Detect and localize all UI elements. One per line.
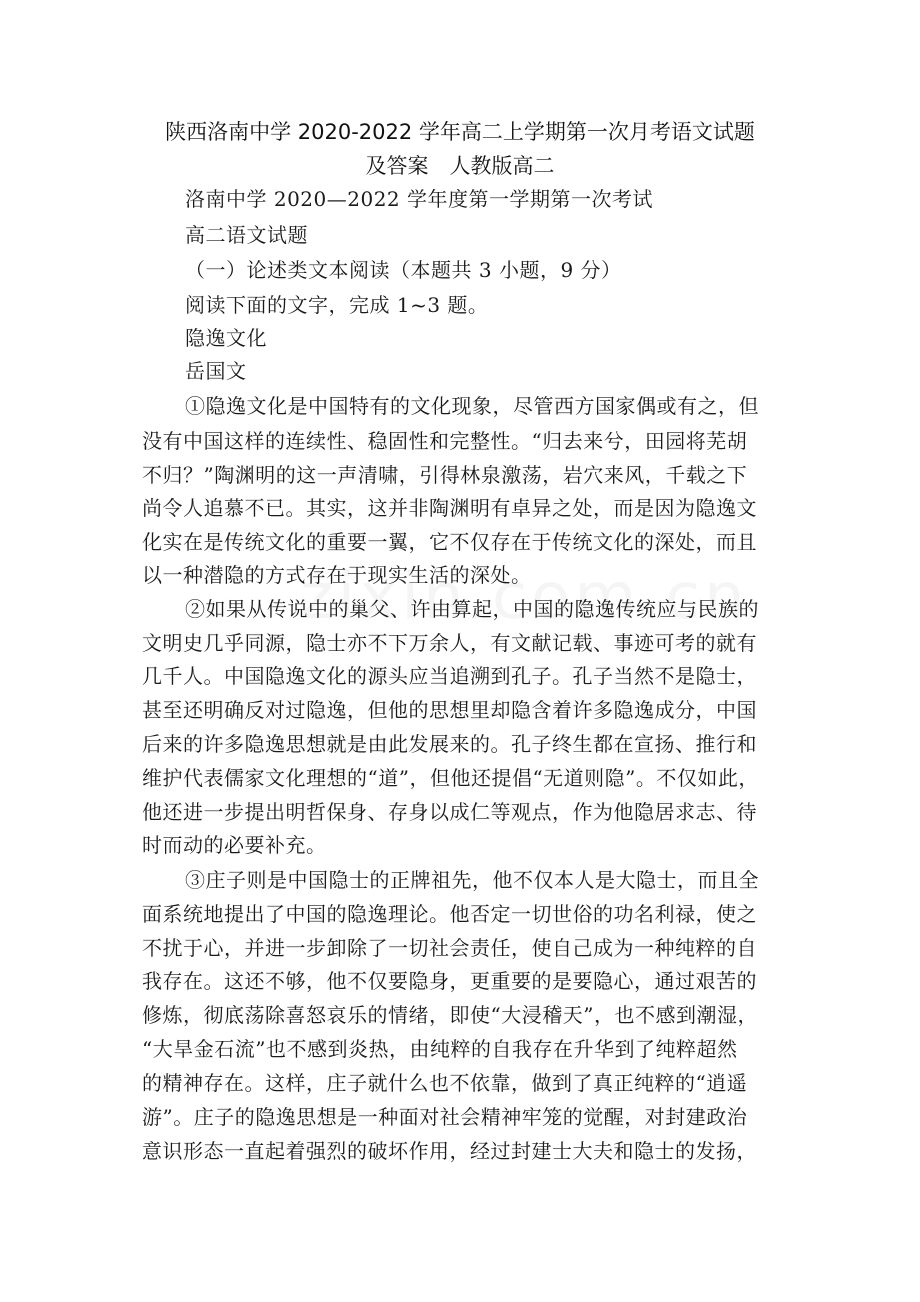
section-heading: （一）论述类文本阅读（本题共 3 小题，9 分） (185, 258, 622, 282)
paragraph-2-line: 几千人。中国隐逸文化的源头应当追溯到孔子。孔子当然不是隐士， (142, 664, 757, 688)
paragraph-2-line: 他还进一步提出明哲保身、存身以成仁等观点，作为他隐居求志、待 (142, 800, 757, 824)
paragraph-3-line: 修炼，彻底荡除喜怒哀乐的情绪，即使“大浸稽天”，也不感到潮湿， (142, 1003, 758, 1027)
paragraph-3-line: 我存在。这还不够，他不仅要隐身，更重要的是要隐心，通过艰苦的 (142, 969, 757, 993)
paragraph-1-line: 不归？”陶渊明的这一声清啸，引得林泉激荡，岩穴来风，千载之下 (142, 463, 748, 487)
paragraph-3-line: 意识形态一直起着强烈的破坏作用，经过封建士大夫和隐士的发扬， (142, 1139, 757, 1163)
title-line-1: 陕西洛南中学 2020-2022 学年高二上学期第一次月考语文试题 (165, 120, 755, 144)
paragraph-3-line: 面系统地提出了中国的隐逸理论。他否定一切世俗的功名利禄，使之 (142, 902, 757, 926)
exam-header: 洛南中学 2020—2022 学年度第一学期第一次考试 (185, 187, 654, 211)
paragraph-3-line: “大旱金石流”也不感到炎热，由纯粹的自我存在升华到了纯粹超然 (142, 1037, 738, 1061)
paragraph-3-line: 的精神存在。这样，庄子就什么也不依靠，做到了真正纯粹的“逍遥 (142, 1071, 748, 1095)
paragraph-1-line: 以一种潜隐的方式存在于现实生活的深处。 (142, 563, 532, 587)
paragraph-2-line: 后来的许多隐逸思想就是由此发展来的。孔子终生都在宣扬、推行和 (142, 732, 757, 756)
paragraph-3-line: ③庄子则是中国隐士的正牌祖先，他不仅本人是大隐士，而且全 (185, 868, 759, 892)
paragraph-1-line: ①隐逸文化是中国特有的文化现象，尽管西方国家偶或有之，但 (185, 394, 759, 418)
paragraph-3-line: 不扰于心，并进一步卸除了一切社会责任，使自己成为一种纯粹的自 (142, 936, 757, 960)
paragraph-1-line: 尚令人追慕不已。其实，这并非陶渊明有卓异之处，而是因为隐逸文 (142, 496, 757, 520)
title-line-2: 及答案 人教版高二 (365, 154, 555, 178)
paragraph-2-line: 时而动的必要补充。 (142, 833, 327, 857)
instruction: 阅读下面的文字，完成 1~3 题。 (185, 293, 489, 317)
paragraph-2-line: 文明史几乎同源，隐士亦不下万余人，有文献记载、事迹可考的就有 (142, 631, 757, 655)
paragraph-2-line: 维护代表儒家文化理想的“道”，但他还提倡“无道则隐”。不仅如此， (142, 766, 759, 790)
paragraph-1-line: 化实在是传统文化的重要一翼，它不仅存在于传统文化的深处，而且 (142, 530, 757, 554)
article-author: 岳国文 (185, 359, 247, 383)
document-title (120, 115, 800, 183)
paragraph-1-line: 没有中国这样的连续性、稳固性和完整性。“归去来兮，田园将芜胡 (142, 429, 748, 453)
paragraph-2-line: 甚至还明确反对过隐逸，但他的思想里却隐含着许多隐逸成分，中国 (142, 698, 757, 722)
paragraph-2-line: ②如果从传说中的巢父、许由算起，中国的隐逸传统应与民族的 (185, 597, 759, 621)
paragraph-3-line: 游”。庄子的隐逸思想是一种面对社会精神牢笼的觉醒，对封建政治 (142, 1105, 748, 1129)
exam-subject: 高二语文试题 (185, 223, 308, 247)
article-title: 隐逸文化 (185, 326, 267, 350)
